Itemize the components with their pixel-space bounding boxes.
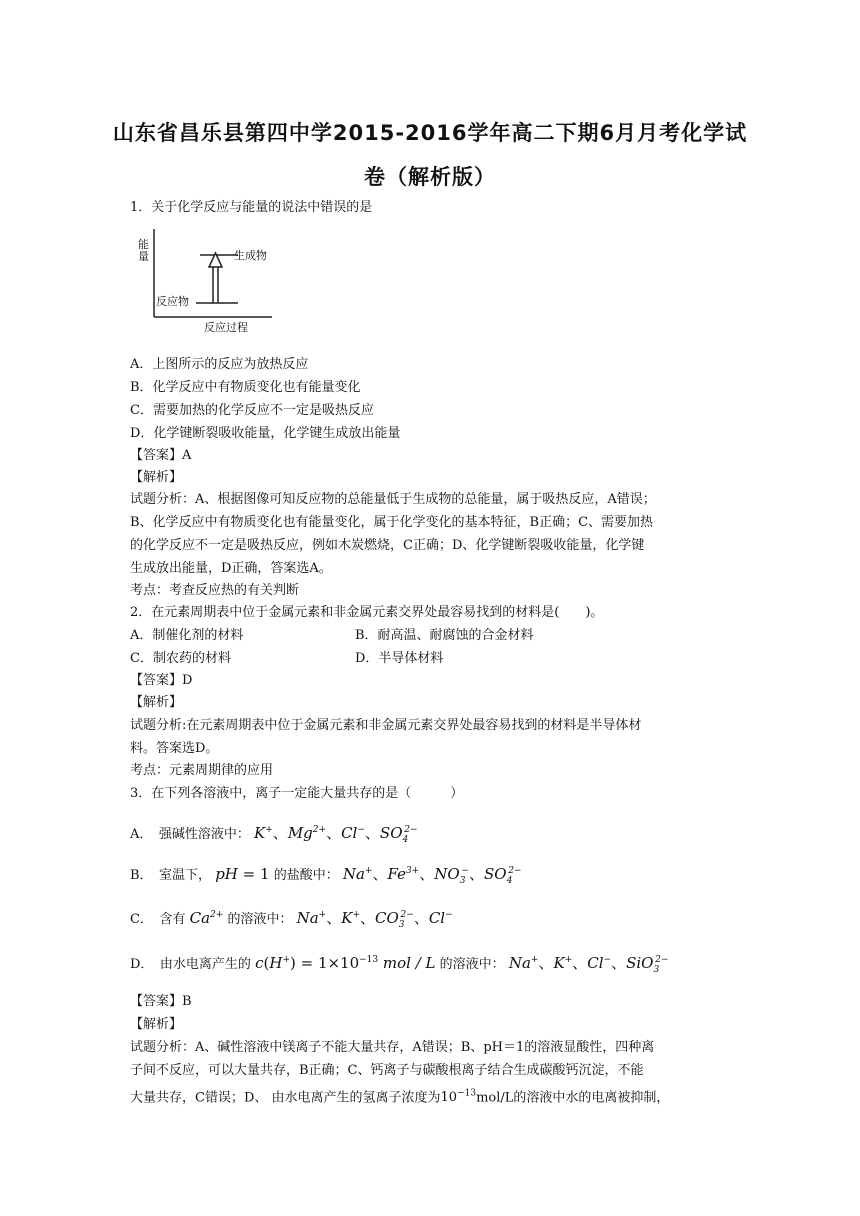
q1-stem: 1．关于化学反应与能量的说法中错误的是 <box>130 200 373 215</box>
q3-stem: 3．在下列各溶液中，离子一定能大量共存的是（ ） <box>130 786 464 801</box>
q3-analysis-line-3-text: 大量共存，C错误；D、 由水电离产生的氢离子浓度为 <box>130 1090 441 1106</box>
q1-option-b: B．化学反应中有物质变化也有能量变化 <box>130 380 361 395</box>
q2-point: 考点：元素周期律的应用 <box>130 763 274 778</box>
q1-answer: 【答案】A <box>130 448 192 463</box>
q3-analysis-line-1: 试题分析：A、碱性溶液中镁离子不能大量共存，A错误；B、pH＝1的溶液显酸性，四种离 <box>130 1040 655 1055</box>
q3-option-c-formula: Na+、K+、$CO_3^{2-}$、Cl− <box>296 909 453 930</box>
q2-analysis-header: 【解析】 <box>130 695 183 710</box>
q2-options-row-2 <box>130 651 730 667</box>
q3-analysis-header: 【解析】 <box>130 1017 183 1032</box>
document-title-line-2: 卷（解析版） <box>364 165 496 189</box>
q1-option-d: D．化学键断裂吸收能量，化学键生成放出能量 <box>130 426 401 441</box>
q2-option-d: D．半导体材料 <box>355 651 444 666</box>
q3-option-a <box>130 820 730 850</box>
q3-analysis-line-2: 子间不反应，可以大量共存，B正确；C、钙离子与碳酸根离子结合生成碳酸钙沉淀，不能 <box>130 1063 644 1078</box>
q3-analysis-line-3-tail: mol/L的溶液中水的电离被抑制， <box>476 1090 670 1106</box>
q3-option-d <box>130 950 730 980</box>
q1-option-a: A．上图所示的反应为放热反应 <box>130 357 309 372</box>
q3-option-b <box>130 861 730 891</box>
q3-option-d-formula: Na+、K+、Cl−、SiO$_3^{2-}$ <box>508 954 669 975</box>
q2-option-b: B．耐高温、耐腐蚀的合金材料 <box>355 628 534 643</box>
x-axis-label: 反应过程 <box>204 321 248 334</box>
q1-analysis-line-2: B、化学反应中有物质变化也有能量变化，属于化学变化的基本特征，B正确；C、需要加热 <box>130 515 654 530</box>
q2-analysis-line-2: 料。答案选D。 <box>130 741 219 756</box>
q1-analysis-line-1: 试题分析：A、根据图像可知反应物的总能量低于生成物的总能量，属于吸热反应，A错误； <box>130 492 656 507</box>
q3-option-a-formula: K+、$Mg^{2+}$、Cl−、$SO_4^{2-}$ <box>254 824 418 845</box>
q3-option-c-prefix: C． 含有 <box>130 912 186 927</box>
q3-analysis-exponent: $10^{-13}$ <box>440 1089 477 1106</box>
q3-analysis-line-3 <box>130 1086 730 1106</box>
q1-point: 考点：考查反应热的有关判断 <box>130 583 300 598</box>
energy-diagram <box>138 225 278 335</box>
q2-option-a: A．制催化剂的材料 <box>130 628 244 643</box>
q3-option-b-formula: Na+、$Fe^{3+}$、$NO_3^-$、$SO_4^{2-}$ <box>342 865 522 886</box>
q3-option-b-ph: pH = 1 <box>215 865 270 883</box>
q3-option-d-mid: 的溶液中： <box>439 957 505 972</box>
y-axis-label: 能量 <box>138 238 149 263</box>
q3-answer: 【答案】B <box>130 994 192 1009</box>
q3-option-d-concentration: $c(H^+) = 1\times 10^{-13}$ mol / L <box>255 954 436 972</box>
product-label: 生成物 <box>234 249 267 262</box>
q3-option-c <box>130 905 730 935</box>
reactant-label: 反应物 <box>156 295 189 308</box>
q1-analysis-header: 【解析】 <box>130 470 183 485</box>
q3-option-c-ca: $Ca^{2+}$ <box>189 909 224 927</box>
q3-option-b-mid: 的盐酸中： <box>273 868 339 883</box>
q2-option-c: C．制农药的材料 <box>130 651 231 666</box>
q1-option-c: C．需要加热的化学反应不一定是吸热反应 <box>130 403 374 418</box>
q2-answer: 【答案】D <box>130 673 193 688</box>
q1-analysis-line-3: 的化学反应不一定是吸热反应，例如木炭燃烧，C正确；D、化学键断裂吸收能量，化学键 <box>130 538 645 553</box>
document-title-line-1: 山东省昌乐县第四中学2015-2016学年高二下期6月月考化学试 <box>112 121 748 145</box>
q1-analysis-line-4: 生成放出能量，D正确，答案选A。 <box>130 561 332 576</box>
q3-option-a-prefix: A． 强碱性溶液中： <box>130 827 250 842</box>
q2-stem: 2．在元素周期表中位于金属元素和非金属元素交界处最容易找到的材料是( )。 <box>130 605 604 620</box>
q3-option-c-mid: 的溶液中： <box>227 912 293 927</box>
q3-option-d-prefix: D． 由水电离产生的 <box>130 957 251 972</box>
q2-analysis-line-1: 试题分析:在元素周期表中位于金属元素和非金属元素交界处最容易找到的材料是半导体材 <box>130 718 642 733</box>
q2-options-row-1 <box>130 628 730 644</box>
q3-option-b-prefix: B． 室温下， <box>130 868 212 883</box>
